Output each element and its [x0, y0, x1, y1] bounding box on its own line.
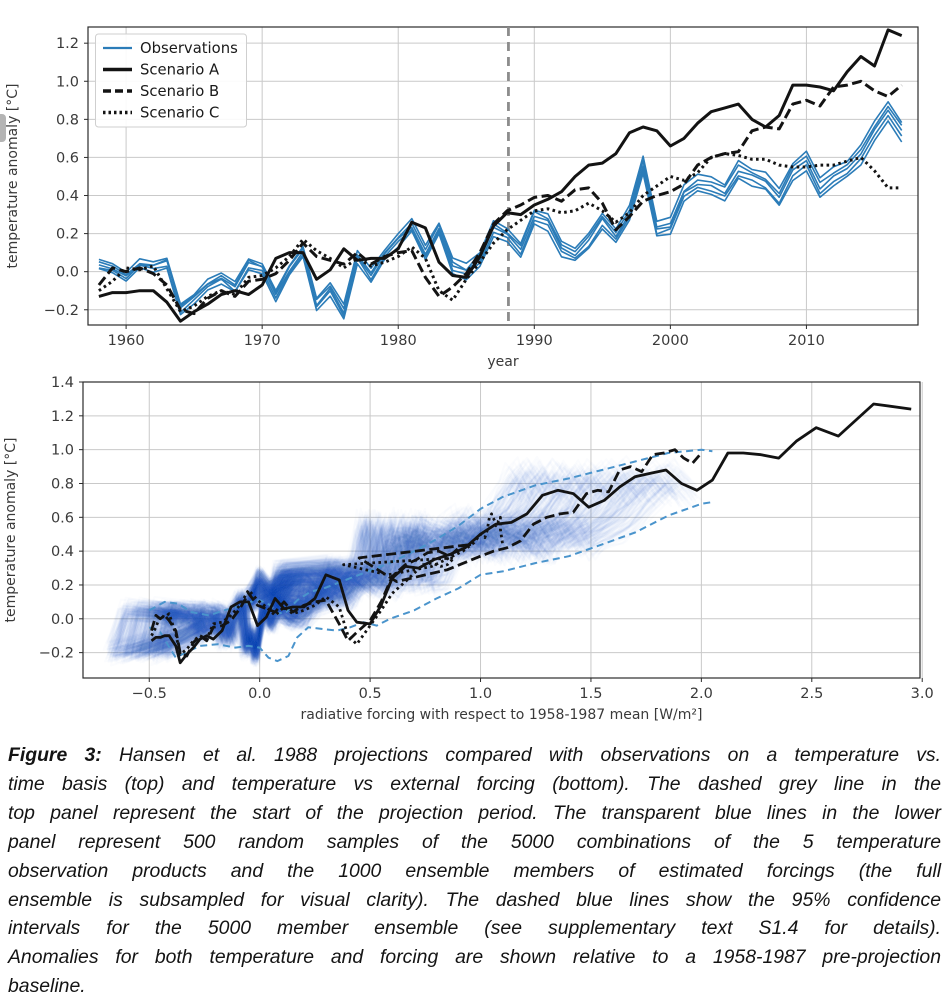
y-tick-label: 0.8 [50, 476, 74, 493]
x-tick-label: 2010 [787, 333, 825, 349]
x-tick-label: 1970 [243, 333, 281, 349]
observations-line [99, 110, 902, 313]
y-tick-label: 1.0 [50, 442, 74, 459]
figure-caption-label: Figure 3: [8, 744, 102, 766]
y-tick-label: 0.6 [50, 510, 74, 527]
x-tick-label: 2000 [651, 333, 689, 349]
x-tick-label: 1980 [379, 333, 417, 349]
y-tick-label: 1.2 [50, 408, 74, 425]
x-tick-label: 1.5 [579, 686, 603, 702]
caption-line: intervals for the 5000 member ensemble (see supplementary text S1.4 for details). [8, 917, 941, 940]
y-tick-label: 0.4 [50, 544, 74, 561]
top-panel [5, 27, 918, 370]
y-tick-label: 0.2 [55, 226, 79, 243]
x-tick-label: 1990 [515, 333, 553, 349]
y-tick-label: 1.4 [50, 375, 74, 391]
x-tick-label: −0.5 [131, 686, 167, 702]
top-y-axis-label: temperature anomaly [°C] [5, 83, 21, 269]
y-tick-label: −0.2 [43, 302, 79, 319]
caption-line: baseline. [8, 975, 86, 998]
x-tick-label: 0.0 [248, 686, 272, 702]
caption-line: top panel represent the start of the projection period. The transparent blue lines in the lower [8, 801, 941, 824]
scenario-c-line [99, 154, 902, 312]
bottom-y-axis-label: temperature anomaly [°C] [3, 437, 19, 623]
observations-line [99, 104, 902, 309]
top-x-axis-label: year [487, 354, 519, 370]
caption-line: Anomalies for both temperature and forcing are shown relative to a 1958-1987 pre-projection [8, 946, 941, 969]
legend-label: Scenario A [140, 61, 220, 79]
y-tick-label: 0.0 [55, 264, 79, 281]
observations-lines [99, 102, 902, 319]
x-tick-label: 2.5 [800, 686, 824, 702]
legend-label: Scenario C [140, 104, 220, 122]
y-tick-label: 0.0 [50, 611, 74, 628]
caption-line: panel represent 500 random samples of the 5000 combinations of the 5 temperature [8, 830, 941, 853]
x-tick-label: 1.0 [468, 686, 493, 702]
legend-label: Scenario B [140, 83, 220, 100]
y-tick-label: 0.6 [55, 150, 79, 167]
y-tick-label: 0.4 [55, 188, 79, 205]
caption-line [8, 741, 941, 770]
bottom-panel [3, 375, 934, 723]
figure-caption [8, 741, 941, 1001]
bottom-x-axis-label: radiative forcing with respect to 1958-1987 mean [W/m²] [300, 707, 703, 723]
y-tick-label: −0.2 [38, 645, 74, 662]
y-tick-label: 0.8 [55, 112, 79, 129]
x-tick-label: 1960 [107, 333, 145, 349]
y-tick-label: 0.2 [50, 577, 74, 594]
legend-label: Observations [140, 40, 238, 57]
caption-line-text: Hansen et al. 1988 projections compared with observations on a temperature vs. [118, 744, 941, 766]
x-tick-label: 0.5 [358, 686, 382, 702]
caption-line: ensemble is subsampled for visual clarity). The dashed blue lines show the 95% confidence [8, 888, 941, 911]
y-tick-label: 1.2 [55, 36, 79, 53]
x-tick-label: 2.0 [689, 686, 713, 702]
legend [96, 34, 247, 127]
x-tick-label: 3.0 [910, 686, 934, 702]
caption-line: time basis (top) and temperature vs external forcing (bottom). The dashed grey line in the [8, 772, 941, 795]
caption-line: observation products and the 1000 ensemble members of estimated forcings (the full [8, 859, 941, 882]
observations-line [99, 116, 902, 316]
y-tick-label: 1.0 [55, 74, 79, 91]
